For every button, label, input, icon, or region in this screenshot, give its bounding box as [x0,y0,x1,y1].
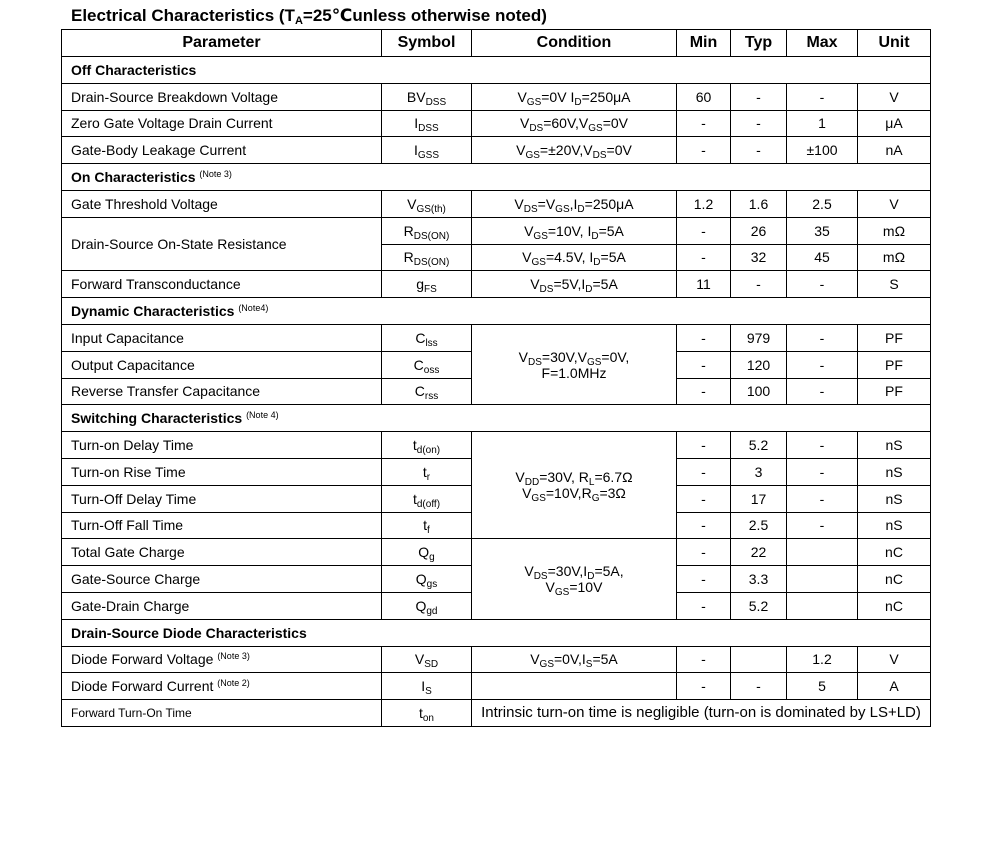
condition-cell: $V_{DS}=5V,I_D=5A$ [472,271,677,298]
param-cell: Forward Turn-On Time [62,700,382,727]
typ-cell [731,646,787,673]
condition-cell: $V_{GS}=0V$ $I_D=250\mu A$ [472,83,677,110]
unit-cell: μA [858,110,931,137]
unit-cell: nS [858,458,931,485]
header-row [62,30,931,57]
max-cell: - [787,351,858,378]
symbol-cell: $t_r$ [382,458,472,485]
symbol-cell: $t_f$ [382,512,472,539]
symbol-cell: $Q_g$ [382,539,472,566]
unit-cell: PF [858,378,931,405]
condition-cell: $V_{GS}=0V,I_S=5A$ [472,646,677,673]
max-cell: - [787,378,858,405]
unit-cell: nC [858,592,931,619]
table-row [62,646,931,673]
table-row [62,271,931,298]
typ-cell: - [731,673,787,700]
note-ref: (Note 3) [217,651,250,662]
symbol-cell: $I_{DSS}$ [382,110,472,137]
min-cell: - [677,244,731,271]
symbol-cell: $C_{oss}$ [382,351,472,378]
max-cell [787,592,858,619]
min-cell: - [677,646,731,673]
min-cell: - [677,512,731,539]
typ-cell: 979 [731,324,787,351]
condition-cell: $V_{DS}=V_{GS},I_D=250\mu A$ [472,190,677,217]
min-cell: - [677,351,731,378]
typ-cell: 5.2 [731,432,787,459]
condition-cell: $V_{DS}=30V,V_{GS}=0V$, F=1.0MHz [472,324,677,404]
param-cell: Diode Forward Current $^{(Note 2)}$ [62,673,382,700]
max-cell: - [787,83,858,110]
max-cell: - [787,432,858,459]
max-cell [787,566,858,593]
header-max: Max [787,30,858,57]
table-row [62,137,931,164]
min-cell: - [677,673,731,700]
table-row [62,110,931,137]
unit-cell: S [858,271,931,298]
symbol-cell: $C_{rss}$ [382,378,472,405]
section-row [62,298,931,325]
param-cell: Total Gate Charge [62,539,382,566]
header-min: Min [677,30,731,57]
max-cell: - [787,485,858,512]
typ-cell: 32 [731,244,787,271]
typ-cell: 1.6 [731,190,787,217]
unit-cell: A [858,673,931,700]
typ-cell: - [731,271,787,298]
typ-cell: 3 [731,458,787,485]
min-cell: - [677,485,731,512]
note-ref: (Note 3) [199,169,232,180]
max-cell: - [787,458,858,485]
unit-cell: nC [858,566,931,593]
typ-cell: 22 [731,539,787,566]
max-cell: 1.2 [787,646,858,673]
condition-cell: $V_{GS}=4.5V$, $I_D=5A$ [472,244,677,271]
typ-cell: 3.3 [731,566,787,593]
symbol-cell: $g_{FS}$ [382,271,472,298]
param-cell: Diode Forward Voltage $^{(Note 3)}$ [62,646,382,673]
min-cell: - [677,324,731,351]
table-row [62,432,931,459]
typ-cell: 17 [731,485,787,512]
max-cell: 5 [787,673,858,700]
max-cell: 35 [787,217,858,244]
unit-cell: mΩ [858,244,931,271]
param-cell: Zero Gate Voltage Drain Current [62,110,382,137]
min-cell: - [677,217,731,244]
section-switching: Switching Characteristics $^{(Note 4)}$ [62,405,931,432]
section-dynamic: Dynamic Characteristics $^{(Note4)}$ [62,298,931,325]
unit-cell: nS [858,432,931,459]
unit-cell: PF [858,351,931,378]
typ-cell: - [731,83,787,110]
param-cell: Gate-Drain Charge [62,592,382,619]
unit-cell: V [858,83,931,110]
typ-cell: 2.5 [731,512,787,539]
param-cell: Turn-on Delay Time [62,432,382,459]
condition-cell: $V_{DS}=60V,V_{GS}=0V$ [472,110,677,137]
max-cell: - [787,271,858,298]
min-cell: - [677,432,731,459]
unit-cell: V [858,646,931,673]
symbol-cell: $Q_{gs}$ [382,566,472,593]
condition-cell: $V_{DS}=30V,I_D=5A$, $V_{GS}=10V$ [472,539,677,619]
max-cell: - [787,512,858,539]
symbol-cell: $I_{GSS}$ [382,137,472,164]
condition-cell: $V_{GS}=\pm 20V,V_{DS}=0V$ [472,137,677,164]
note-ref: (Note 2) [217,678,250,689]
typ-cell: - [731,137,787,164]
param-cell: Drain-Source On-State Resistance [62,217,382,271]
param-cell: Reverse Transfer Capacitance [62,378,382,405]
typ-cell: 100 [731,378,787,405]
section-row [62,164,931,191]
table-row [62,190,931,217]
section-row [62,619,931,646]
min-cell: - [677,137,731,164]
min-cell: - [677,110,731,137]
param-cell: Drain-Source Breakdown Voltage [62,83,382,110]
min-cell: - [677,539,731,566]
table-row [62,324,931,351]
unit-cell: nS [858,485,931,512]
param-cell: Gate Threshold Voltage [62,190,382,217]
table-row [62,539,931,566]
unit-cell: nS [858,512,931,539]
symbol-cell: $t_{on}$ [382,700,472,727]
min-cell: - [677,378,731,405]
param-cell: Gate-Body Leakage Current [62,137,382,164]
electrical-characteristics-table [61,29,931,727]
param-cell: Turn-on Rise Time [62,458,382,485]
min-cell: 60 [677,83,731,110]
symbol-cell: $t_{d(off)}$ [382,485,472,512]
header-unit: Unit [858,30,931,57]
section-row [62,57,931,84]
symbol-cell: $V_{SD}$ [382,646,472,673]
header-parameter: Parameter [62,30,382,57]
min-cell: 11 [677,271,731,298]
typ-cell: - [731,110,787,137]
param-cell: Input Capacitance [62,324,382,351]
note-ref: (Note4) [238,303,269,314]
condition-cell: $V_{GS}=10V$, $I_D=5A$ [472,217,677,244]
param-cell: Forward Transconductance [62,271,382,298]
symbol-cell: $C_{lss}$ [382,324,472,351]
param-cell: Turn-Off Fall Time [62,512,382,539]
condition-note-cell: Intrinsic turn-on time is negligible (turn-on is dominated by LS+LD) [472,700,931,727]
symbol-cell: $V_{GS(th)}$ [382,190,472,217]
typ-cell: 5.2 [731,592,787,619]
header-typ: Typ [731,30,787,57]
unit-cell: nA [858,137,931,164]
max-cell: 1 [787,110,858,137]
unit-cell: mΩ [858,217,931,244]
table-title: Electrical Characteristics ($T_A=25℃unless$ otherwise noted) [71,6,547,27]
min-cell: - [677,566,731,593]
max-cell: ±100 [787,137,858,164]
typ-cell: 120 [731,351,787,378]
min-cell: - [677,458,731,485]
unit-cell: nC [858,539,931,566]
note-ref: (Note 4) [246,410,279,421]
section-off: Off Characteristics [62,57,931,84]
unit-cell: V [858,190,931,217]
min-cell: 1.2 [677,190,731,217]
max-cell [787,539,858,566]
condition-cell [472,673,677,700]
symbol-cell: $BV_{DSS}$ [382,83,472,110]
param-cell: Gate-Source Charge [62,566,382,593]
condition-cell: $V_{DD}=30V$, $R_L=6.7\Omega$ $V_{GS}=10V,R_G=3\Omega$ [472,432,677,539]
min-cell: - [677,592,731,619]
header-symbol: Symbol [382,30,472,57]
max-cell: 45 [787,244,858,271]
symbol-cell: $R_{DS(ON)}$ [382,217,472,244]
typ-cell: 26 [731,217,787,244]
section-row [62,405,931,432]
param-cell: Turn-Off Delay Time [62,485,382,512]
symbol-cell: $R_{DS(ON)}$ [382,244,472,271]
header-condition: Condition [472,30,677,57]
table-row [62,83,931,110]
section-diode: Drain-Source Diode Characteristics [62,619,931,646]
symbol-cell: $Q_{gd}$ [382,592,472,619]
table-row [62,700,931,727]
max-cell: - [787,324,858,351]
param-cell: Output Capacitance [62,351,382,378]
symbol-cell: $t_{d(on)}$ [382,432,472,459]
max-cell: 2.5 [787,190,858,217]
symbol-cell: $I_S$ [382,673,472,700]
table-row [62,217,931,244]
unit-cell: PF [858,324,931,351]
section-on: On Characteristics $^{(Note 3)}$ [62,164,931,191]
table-row [62,673,931,700]
